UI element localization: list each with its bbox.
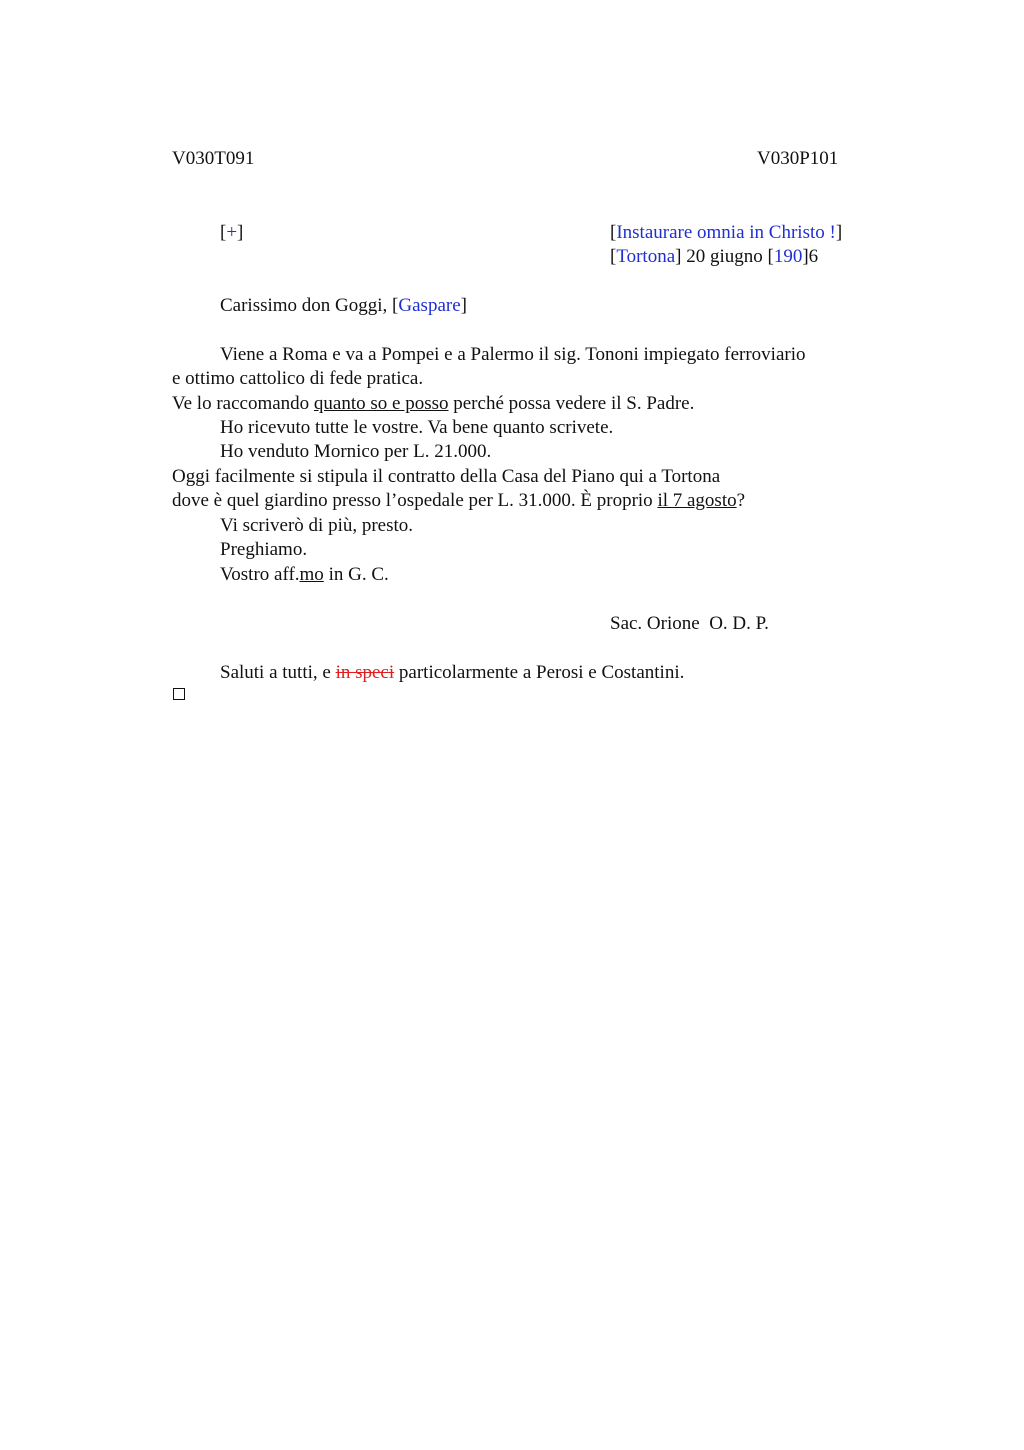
body-line-7-end: ?	[736, 490, 746, 511]
bracket-open: [	[610, 222, 617, 243]
body-line-2: e ottimo cattolico di fede pratica.	[172, 368, 424, 389]
body-line-6: Oggi facilmente si stipula il contratto della Casa del Piano qui a Tortona	[172, 466, 721, 487]
body-line-1: Viene a Roma e va a Pompei e a Palermo il sig. Tononi impiegato ferroviario	[220, 344, 806, 365]
document-code-right: V030P101	[757, 148, 839, 169]
date-middle: ] 20 giugno [	[675, 246, 774, 267]
body-line-3-end: perché possa vedere il S. Padre.	[448, 393, 695, 414]
cross-mark	[220, 221, 243, 245]
underlined-phrase: quanto so e posso	[313, 393, 449, 414]
closing-abbrev-underlined: mo	[299, 564, 324, 585]
closing-line	[220, 563, 389, 587]
signature: Sac. Orione O. D. P.	[610, 613, 769, 634]
salutation-text: Carissimo don Goggi, [	[220, 295, 399, 316]
cross-symbol: +	[226, 222, 238, 243]
salutation	[220, 294, 467, 318]
salutation-close: ]	[460, 295, 467, 316]
body-line-3-start: Ve lo raccomando	[172, 393, 314, 414]
struck-text: in speci	[335, 662, 395, 683]
end-marker-box	[173, 688, 185, 700]
body-line-8: Vi scriverò di più, presto.	[220, 515, 414, 536]
letter-date	[610, 245, 818, 269]
date-year-part: 190	[773, 246, 803, 267]
date-place: Tortona	[616, 246, 676, 267]
body-line-5: Ho venduto Mornico per L. 21.000.	[220, 441, 492, 462]
salutation-name: Gaspare	[398, 295, 461, 316]
body-line-9: Preghiamo.	[220, 539, 308, 560]
closing-end: in G. C.	[323, 564, 389, 585]
body-line-3	[172, 392, 694, 416]
closing-start: Vostro aff.	[220, 564, 300, 585]
date-end: ]6	[802, 246, 819, 267]
bracket-close: ]	[237, 222, 244, 243]
motto	[610, 221, 842, 245]
body-line-7-start: dove è quel giardino presso l’ospedale per L. 31.000. È proprio	[172, 490, 658, 511]
body-line-7	[172, 489, 745, 513]
date-bracket-open: [	[610, 246, 617, 267]
document-code-left: V030T091	[172, 148, 255, 169]
bracket-close: ]	[835, 222, 843, 243]
postscript-start: Saluti a tutti, e	[220, 662, 336, 683]
bracket-open: [	[220, 222, 227, 243]
body-line-4: Ho ricevuto tutte le vostre. Va bene quanto scrivete.	[220, 417, 614, 438]
postscript-end: particolarmente a Perosi e Costantini.	[394, 662, 685, 683]
underlined-date: il 7 agosto	[657, 490, 737, 511]
postscript	[220, 661, 684, 685]
motto-text: Instaurare omnia in Christo !	[616, 222, 836, 243]
